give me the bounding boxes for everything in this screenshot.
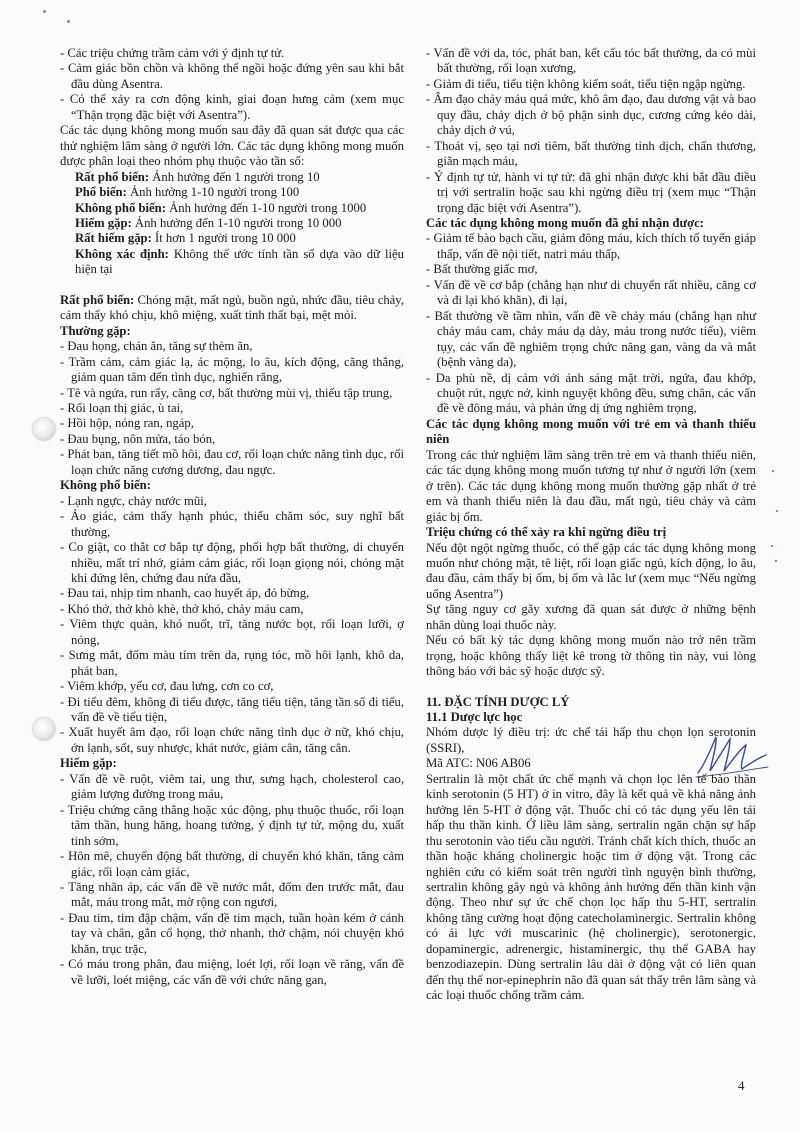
frequency-definition (60, 201, 404, 216)
frequency-label: Rất phổ biến: (75, 169, 150, 184)
post-marketing-item: - Bất thường về tầm nhìn, vấn đề về chảy máu (chẳng hạn như chảy máu cam, chảy máu dạ dày, máu trong nước tiểu), viêm tụy, các vấn đề nghiêm trọng chức năng gan, vàng da và mắt (bệnh vàng da), (426, 308, 756, 370)
frequency-text: Ít hơn 1 người trong 10 000 (151, 231, 296, 246)
children-text: Trong các thử nghiệm lâm sàng trên trẻ em và thanh thiếu niên, các tác dụng không mong muốn tương tự như ở người lớn (xem ở trên). Các tác dụng không mong muốn thường gặp nhất ở trẻ em và thanh thiếu niên là đau đầu, mất ngủ, tiêu chảy và cảm giác bị ốm. (426, 447, 756, 524)
common-effect-item: - Đau họng, chán ăn, tăng sự thèm ăn, (60, 339, 253, 354)
bone-fracture-text: Sự tăng nguy cơ gãy xương đã quan sát được ở những bệnh nhân dùng loại thuốc này. (426, 602, 756, 632)
frequency-list (60, 170, 404, 278)
rare-effect-item: - Thoát vị, sẹo tại nơi tiêm, bất thường tinh dịch, chấn thương, giãn mạch máu, (426, 138, 756, 169)
rare-effect-item: - Có máu trong phân, đau miệng, loét lợi, rối loạn về răng, vấn đề về lưỡi, loét miệng, các vấn đề với chức năng gan, (60, 957, 404, 987)
report-text: Nếu có bất kỳ tác dụng không mong muốn nào trở nên trầm trọng, hoặc không thấy liệt kê trong tờ thông tin này, vui lòng thông báo với bác sỹ hoặc dược sỹ. (426, 633, 756, 679)
rare-effect-item: - Vấn đề với da, tóc, phát ban, kết cấu tóc bất thường, da có mùi bất thường, rối loạn xương, (426, 46, 756, 76)
pharmacodynamics-text: Sertralin là một chất ức chế mạnh và chọn lọc lên tế bào thần kinh serotonin (5 HT) ở in vitro, đây là kết quả về khả năng ảnh hưởng lên 5-HT ở động vật. Thuốc chỉ có tác dụng yếu lên tái hấp thu thần kinh. Ở liều lâm sàng, sertralin ngăn chặn sự hấp thu serotonin vào tiểu cầu người. Tránh chất kích thích, thuốc an thần hoặc kháng cholinergic hoặc tim ở động vật. Trong các nghiên cứu có kiểm soát trên người tình nguyện bình thường, sertralin không gây ngủ và không ảnh hưởng đến thần kinh vận động. Theo như sự ức chế chọn lọc hấp thu 5-HT, sertralin không tăng cường hoạt động catecholaminergic. Sertralin không có ái lực với muscarinic (hệ cholinergic), serotonergic, dopaminergic, adrenergic, histaminergic, thụ thể GABA hay benzodiazepin. Dùng sertralin lâu dài ở động vật có liên quan đến thụ thể nor-epinephrin não đã quan sát thấy trên lâm sàng và các loại thuốc chống trầm cảm. (426, 771, 756, 1003)
post-marketing-item: - Giảm tế bào bạch cầu, giảm đông máu, kích thích tố tuyến giáp thấp, vấn đề nội tiết, natri máu thấp, (426, 231, 756, 261)
common-effect-item: - Đau bụng, nôn mửa, táo bón, (60, 431, 216, 446)
red-speck (771, 545, 773, 547)
post-marketing-list (426, 231, 756, 416)
rare-effect-item: - Vấn đề về ruột, viêm tai, ung thư, sưng hạch, cholesterol cao, giảm lượng đường trong máu, (60, 771, 404, 802)
uncommon-effect-item: - Xuất huyết âm đạo, rối loạn chức năng tình dục ở nữ, khó chịu, ớn lạnh, sốt, suy nhược, khát nước, giảm cân, tăng cân. (60, 725, 404, 755)
very-common-paragraph (60, 293, 404, 324)
red-speck (772, 470, 774, 472)
rare-effect-item: - Giảm đi tiểu, tiểu tiện không kiểm soát, tiểu tiện ngập ngừng. (426, 76, 746, 91)
frequency-text: Ảnh hưởng 1-10 người trong 100 (126, 185, 300, 200)
common-effect-item: - Hồi hộp, nóng ran, ngáp, (60, 416, 194, 431)
rare-effect-item: - Tăng nhãn áp, các vấn đề về nước mắt, đốm đen trước mắt, đau mắt, máu trong mắt, mờ rộng con ngươi, (60, 880, 404, 910)
right-column (426, 46, 756, 1004)
post-marketing-item: - Bất thường giấc mơ, (426, 262, 538, 277)
frequency-definition (60, 170, 404, 185)
uncommon-effect-item: - Sưng mắt, đốm màu tím trên da, rụng tóc, mồ hôi lạnh, khô da, phát ban, (60, 648, 404, 678)
children-heading: Các tác dụng không mong muốn với trẻ em và thanh thiếu niên (426, 416, 756, 447)
page-number: 4 (738, 1078, 745, 1093)
rare-list (60, 772, 404, 988)
frequency-definition (60, 185, 404, 200)
uncommon-effect-item: - Viêm khớp, yếu cơ, đau lưng, cơn co cơ, (60, 679, 274, 694)
common-effect-item: - Phát ban, tăng tiết mồ hôi, đau cơ, rối loạn chức năng tình dục, rối loạn chức năng cương dương, đau ngực. (60, 447, 404, 477)
common-heading: Thường gặp: (60, 323, 131, 338)
rare-effect-item: - Ý định tự tử, hành vi tự tử: đã ghi nhận được khi bắt đầu điều trị với sertralin hoặc sau khi ngừng điều trị (xem mục “Thận trọng đặc biệt với Asentra”). (426, 169, 756, 215)
frequency-label: Phổ biến: (75, 185, 127, 200)
frequency-label: Hiếm gặp: (75, 215, 132, 230)
rare-effect-item: - Đau tim, tim đập chậm, vấn đề tim mạch, tuần hoàn kém ở cánh tay và chân, gắn cổ họng, thở nhanh, thở chậm, nói chuyện khó khăn, trục trặc, (60, 910, 404, 956)
post-marketing-heading: Các tác dụng không mong muốn đã ghi nhận được: (426, 215, 704, 230)
frequency-label: Không xác định: (75, 246, 169, 261)
uncommon-effect-item: - Khó thở, thở khò khè, thở khó, chảy máu cam, (60, 601, 304, 616)
punch-hole (33, 418, 55, 440)
common-list (60, 339, 404, 478)
intro-bullet-item: - Các triệu chứng trầm cảm với ý định tự tử. (60, 46, 285, 60)
atc-code: Mã ATC: N06 AB06 (426, 756, 531, 771)
frequency-intro: Các tác dụng không mong muốn sau đây đã quan sát được qua các thử nghiệm lâm sàng ở người lớn. Các tác dụng không mong muốn được phân loại theo nhóm phụ thuộc vào tần số: (60, 123, 404, 169)
very-common-text: Chóng mặt, mất ngủ, buồn ngủ, nhức đầu, tiêu chảy, cảm thấy khó chịu, khô miệng, xuất tinh thất bại, mệt mỏi. (60, 292, 404, 323)
uncommon-heading: Không phổ biến: (60, 478, 151, 493)
very-common-label: Rất phổ biến: (60, 292, 135, 307)
subsection-title: 11.1 Dược lực học (426, 710, 523, 725)
rare-continued-list (426, 46, 756, 216)
uncommon-effect-item: - Ảo giác, cảm thấy hạnh phúc, thiếu chăm sóc, suy nghĩ bất thường, (60, 509, 404, 539)
rare-effect-item: - Triệu chứng căng thẳng hoặc xúc động, phụ thuộc thuốc, rối loạn tâm thần, hung hăng, hoang tưởng, ý định tự tử, mộng du, xuất tinh sớm, (60, 802, 404, 848)
frequency-text: Ảnh hưởng đến 1-10 người trong 10 000 (131, 215, 342, 230)
rare-effect-item: - Âm đạo chảy máu quá mức, khô âm đạo, đau dương vật và bao quy đầu, chảy dịch ở bộ phận sinh dục, cương cứng kéo dài, chảy dịch ở vú, (426, 92, 756, 138)
frequency-text: Không thể ước tính tần số dựa vào dữ liệu hiện tại (75, 246, 404, 277)
rare-heading: Hiếm gặp: (60, 756, 117, 771)
common-effect-item: - Rối loạn thị giác, ù tai, (60, 400, 184, 415)
uncommon-effect-item: - Viêm thực quản, khó nuốt, trĩ, tăng nước bọt, rối loạn lưỡi, ợ nóng, (60, 617, 404, 647)
uncommon-effect-item: - Lạnh ngực, chảy nước mũi, (60, 493, 207, 508)
rare-effect-item: - Hôn mê, chuyển động bất thường, di chuyển khó khăn, tăng cảm giác, rối loạn cảm giác, (60, 849, 404, 879)
scan-dot (43, 10, 46, 13)
frequency-text: Ảnh hưởng đến 1 người trong 10 (149, 169, 320, 184)
frequency-definition (60, 216, 404, 231)
frequency-definition (60, 231, 404, 246)
punch-hole (33, 718, 55, 740)
post-marketing-item: - Da phù nề, dị cảm với ánh sáng mặt trời, ngứa, đau khớp, chuột rút, ngực nở, kinh nguyệt không đều, sưng chân, các vấn đề về đông máu, và phản ứng dị ứng nghiêm trọng, (426, 370, 756, 416)
frequency-label: Không phổ biến: (75, 200, 166, 215)
red-speck (775, 560, 777, 562)
intro-bullet-item: - Cảm giác bồn chồn và không thể ngồi hoặc đứng yên sau khi bắt đầu dùng Asentra. (60, 61, 404, 91)
uncommon-effect-item: - Đau tai, nhịp tim nhanh, cao huyết áp, đỏ bừng, (60, 586, 310, 601)
common-effect-item: - Tê và ngứa, run rẩy, căng cơ, bất thường mùi vị, thiếu tập trung, (60, 385, 393, 400)
withdrawal-heading: Triệu chứng có thể xảy ra khi ngừng điều trị (426, 525, 667, 540)
uncommon-effect-item: - Đi tiểu đêm, không đi tiểu được, tăng tiểu tiện, tăng tần số đi tiểu, vấn đề về tiểu tiện, (60, 694, 404, 725)
intro-bullet-list (60, 46, 404, 123)
post-marketing-item: - Vấn đề về cơ bắp (chẳng hạn như di chuyển rất nhiều, căng cơ và đi lại khó khăn), đi lại, (426, 277, 756, 308)
uncommon-effect-item: - Co giật, co thắt cơ bắp tự động, phối hợp bất thường, di chuyển nhiều, mất trí nhớ, giảm cảm giác, rối loạn giọng nói, chóng mặt khi đứng lên, chứng đau nửa đầu, (60, 540, 404, 585)
uncommon-list (60, 494, 404, 757)
withdrawal-text: Nếu đột ngột ngừng thuốc, có thể gặp các tác dụng không mong muốn như chóng mặt, tê liệt, rối loạn giấc ngủ, kích động, lo âu, đau đầu, cảm thấy bị ốm, bị ốm và lắc lư (xem mục “Nếu ngừng uống Asentra”) (426, 540, 756, 601)
scan-dot (67, 20, 70, 23)
intro-bullet-item: - Có thể xảy ra cơn động kinh, giai đoạn hưng cảm (xem mục “Thận trọng đặc biệt với Asentra”). (60, 92, 404, 122)
frequency-definition (60, 247, 404, 278)
pharmacotherapeutic-group: Nhóm dược lý điều trị: ức chế tái hấp thu chọn lọn serotonin (SSRI), (426, 725, 756, 755)
red-speck (776, 510, 778, 512)
common-effect-item: - Trầm cảm, cảm giác lạ, ác mộng, lo âu, kích động, căng thẳng, giảm quan tâm đến tình dục, nghiến răng, (60, 354, 404, 385)
frequency-label: Rất hiếm gặp: (75, 231, 152, 246)
frequency-text: Ảnh hưởng đến 1-10 người trong 1000 (165, 200, 367, 215)
section-title: 11. ĐẶC TÍNH DƯỢC LÝ (426, 694, 570, 709)
left-column (60, 46, 404, 988)
